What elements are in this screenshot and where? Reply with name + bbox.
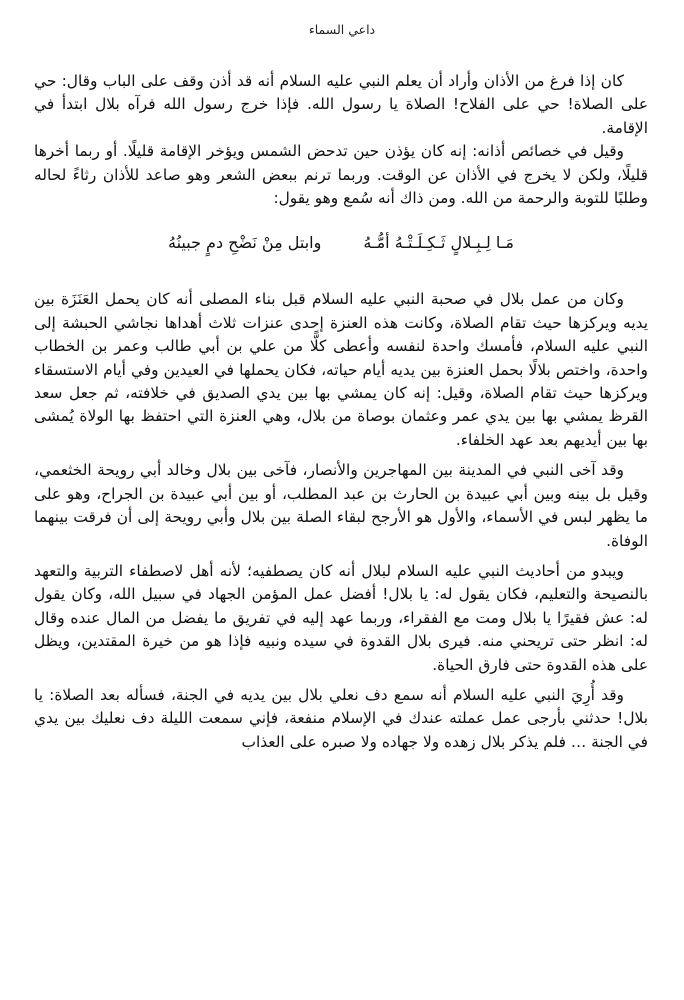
paragraph-3: وكان من عمل بلال في صحبة النبي عليه السلام قبل بناء المصلى أنه كان يحمل العَنَزَة بين يديه ويركزها حيث تقام الصلاة، وكانت هذه العنزة إحدى عنزات ثلاث أهداها نجاشي الحبشة إلى النبي عليه السلام، فأمسك واحدة لنفسه وأعطى كلًّا من علي بن أبي طالب وعمر بن الخطاب واحدة، واختص بلالًا بحمل العنزة بين يديه أيام حياته، فكان يحملها في العيدين وفي أيام الاستسقاء ويركزها حيث تقام الصلاة، وقيل: إنه كان يمشي بها بين يدي الصديق في خلافته، ثم جعل سعد القرظ يمشي بها بين يدي عمر وعثمان بوصاة من بلال، وهي العنزة التي احتفظ بها الولاة يُمشى بها بين أيديهم بعد عهد الخلفاء. xyxy=(34,290,648,449)
paragraph-6: وقد أُرِيَ النبي عليه السلام أنه سمع دف نعلي بلال بين يديه في الجنة، فسأله بعد الصلاة: يا بلال! حدثني بأرجى عمل عملته عندك في الإسلام منفعة، فإني سمعت الليلة دف نعليك بين يدي في الجنة … فلم يذكر بلال زهده ولا جهاده ولا صبره على العذاب xyxy=(34,685,648,751)
poetry-verse xyxy=(34,231,648,255)
paragraph-4: وقد آخى النبي في المدينة بين المهاجرين والأنصار، فآخى بين بلال وخالد أبي رويحة الخثعمي، وقيل بل بينه وبين أبي عبيدة بن الحارث بن عبد المطلب، أو بين أبي عبيدة بن الجراح، وهو على ما يظهر لبس في الأسماء، والأول هو الأرجح لبقاء الصلة بين بلال وأبي رويحة إلى أن فرقت بينهما الوفاة. xyxy=(34,461,648,550)
paragraph-2: وقيل في خصائص أذانه: إنه كان يؤذن حين تدحض الشمس ويؤخر الإقامة قليلًا. أو ربما أخرها قليلًا، ولكن لا يخرج في الأذان عن الوقت. وربما ترنم ببعض الشعر وهو صاعد للأذان رثاءً لحاله وطلبًا للتوبة والرحمة من الله. ومن ذاك أنه سُمع وهو يقول: xyxy=(34,142,648,208)
body-text xyxy=(34,70,648,754)
verse-hemistich-second: وابتل مِنْ نَضْحِ دمٍ جبينُهُ xyxy=(168,233,322,253)
running-header: داعي السماء xyxy=(308,22,376,37)
verse-hemistich-first: مَـا لِـبِـلالٍ ثَـكِـلَـتْـهُ أمُّـهُ xyxy=(363,233,514,253)
paragraph-1: كان إذا فرغ من الأذان وأراد أن يعلم النبي عليه السلام أنه قد أذن وقف على الباب وقال: حي على الصلاة! حي على الفلاح! الصلاة يا رسول الله. فإذا خرج رسول الله فرآه بلال ابتدأ في الإقامة. xyxy=(34,72,648,137)
paragraph-5: ويبدو من أحاديث النبي عليه السلام لبلال أنه كان يصطفيه؛ لأنه أهل لاصطفاء التربية والتعهد بالنصيحة والتعليم، فكان يقول له: يا بلال! أفضل عمل المؤمن الجهاد في سبيل الله، وكان يقول له: عش فقيرًا يا بلال ومت مع الفقراء، وربما عهد إليه في تفريق ما يفضل من المال عنده وقال له: انظر حتى تريحني منه. فيرى بلال القدوة في سيده ونبيه فإذا هو من خيرة المقتدين، ويظل على هذه القدوة حتى فارق الحياة. xyxy=(34,561,648,674)
